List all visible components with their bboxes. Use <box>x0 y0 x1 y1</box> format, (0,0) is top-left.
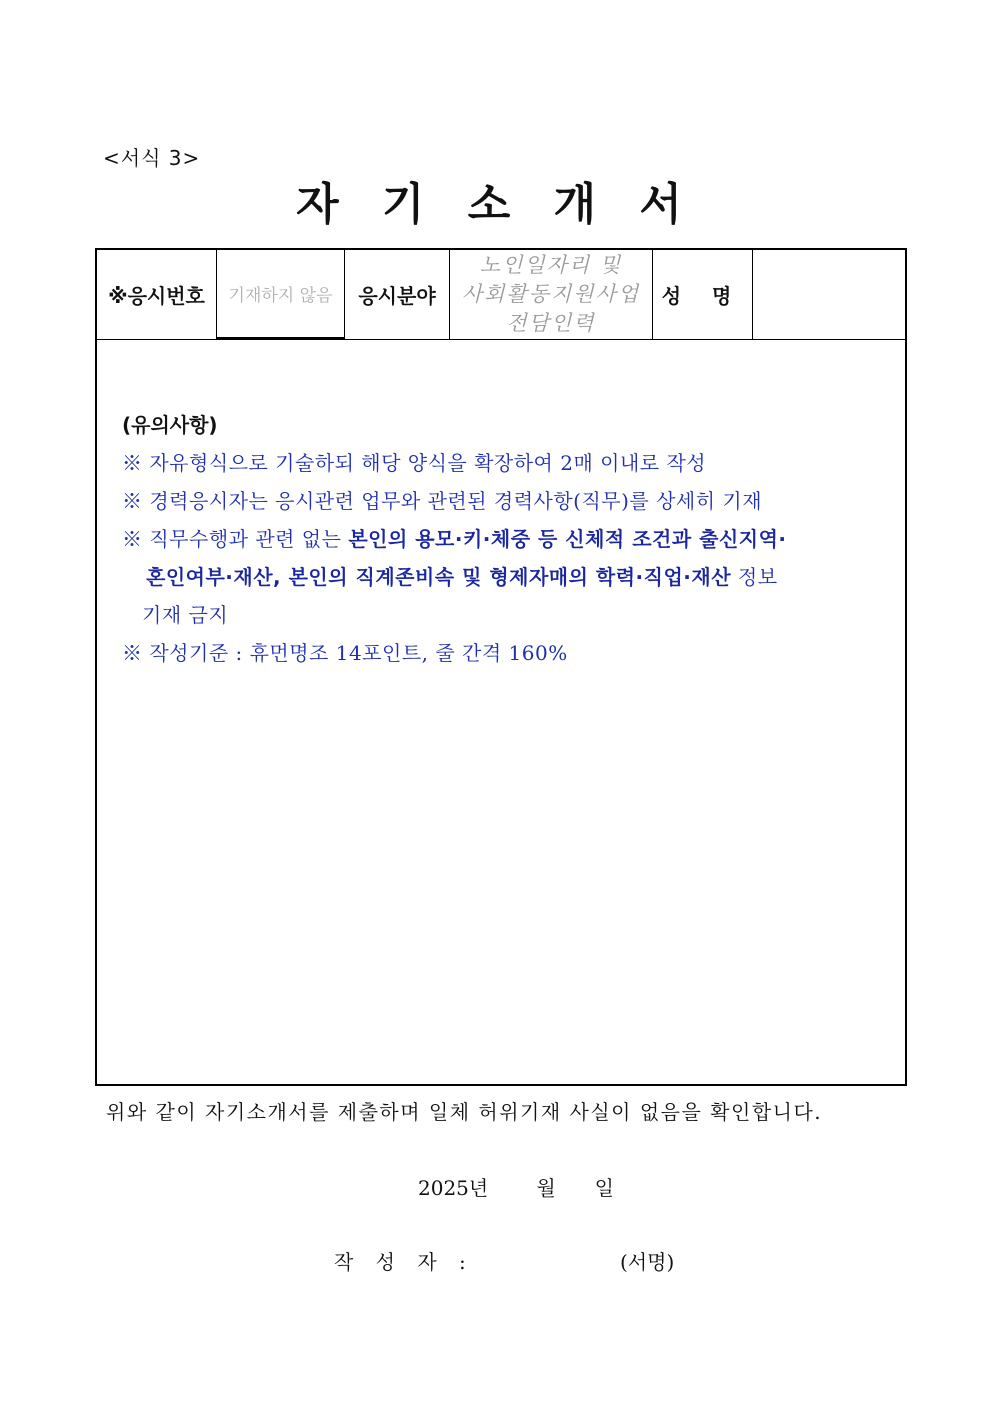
signature-label[interactable]: (서명) <box>620 1250 675 1274</box>
field-value-line2: 사회활동지원사업 <box>461 282 641 306</box>
notes-section[interactable] <box>122 406 902 672</box>
writer-line <box>334 1246 474 1275</box>
note-3-bold-line1: 본인의 용모·키·체중 등 신체적 조건과 출신지역· <box>348 527 787 551</box>
date-day: 일 <box>594 1176 614 1200</box>
note-1: ※ 자유형식으로 기술하되 해당 양식을 확장하여 2매 이내로 작성 <box>122 451 707 475</box>
field-label-cell <box>345 250 450 339</box>
writer-label: 작 성 자 : <box>334 1250 474 1274</box>
date-month: 월 <box>536 1176 556 1200</box>
note-3-bold-line2: 혼인여부·재산, 본인의 직계존비속 및 형제자매의 학력·직업·재산 <box>146 565 732 589</box>
notes-heading: (유의사항) <box>122 413 218 437</box>
field-value-line3: 전담인력 <box>506 311 596 335</box>
field-value-cell[interactable] <box>450 250 653 339</box>
applicant-info-row <box>97 250 905 340</box>
note-3-continued <box>122 558 902 596</box>
date-year: 2025년 <box>418 1176 489 1200</box>
note-3-prefix: ※ 직무수행과 관련 없는 <box>122 527 349 551</box>
exam-number-label: ※응시번호 <box>108 284 205 308</box>
note-3-suffix: 정보 <box>731 565 778 589</box>
note-3-line3: 기재 금지 <box>142 603 229 627</box>
field-value <box>462 251 640 338</box>
exam-number-placeholder: 기재하지 않음 <box>228 286 333 306</box>
form-number-label: <서식 3> <box>103 146 201 170</box>
document-title: 자 기 소 개 서 <box>296 179 696 230</box>
date-line <box>418 1172 614 1201</box>
name-field[interactable] <box>753 250 905 339</box>
name-label: 성 명 <box>661 284 744 308</box>
name-label-cell <box>653 250 753 339</box>
exam-number-label-cell <box>97 250 217 339</box>
exam-number-field[interactable] <box>217 250 345 339</box>
note-2: ※ 경력응시자는 응시관련 업무와 관련된 경력사항(직무)를 상세히 기재 <box>122 489 763 513</box>
note-3 <box>122 520 902 558</box>
field-label: 응시분야 <box>358 284 436 308</box>
field-value-line1: 노인일자리 및 <box>479 253 623 277</box>
note-4: ※ 작성기준 : 휴먼명조 14포인트, 줄 간격 160% <box>122 641 568 665</box>
confirmation-statement: 위와 같이 자기소개서를 제출하며 일체 허위기재 사실이 없음을 확인합니다. <box>106 1100 823 1124</box>
self-introduction-form <box>95 248 907 1086</box>
